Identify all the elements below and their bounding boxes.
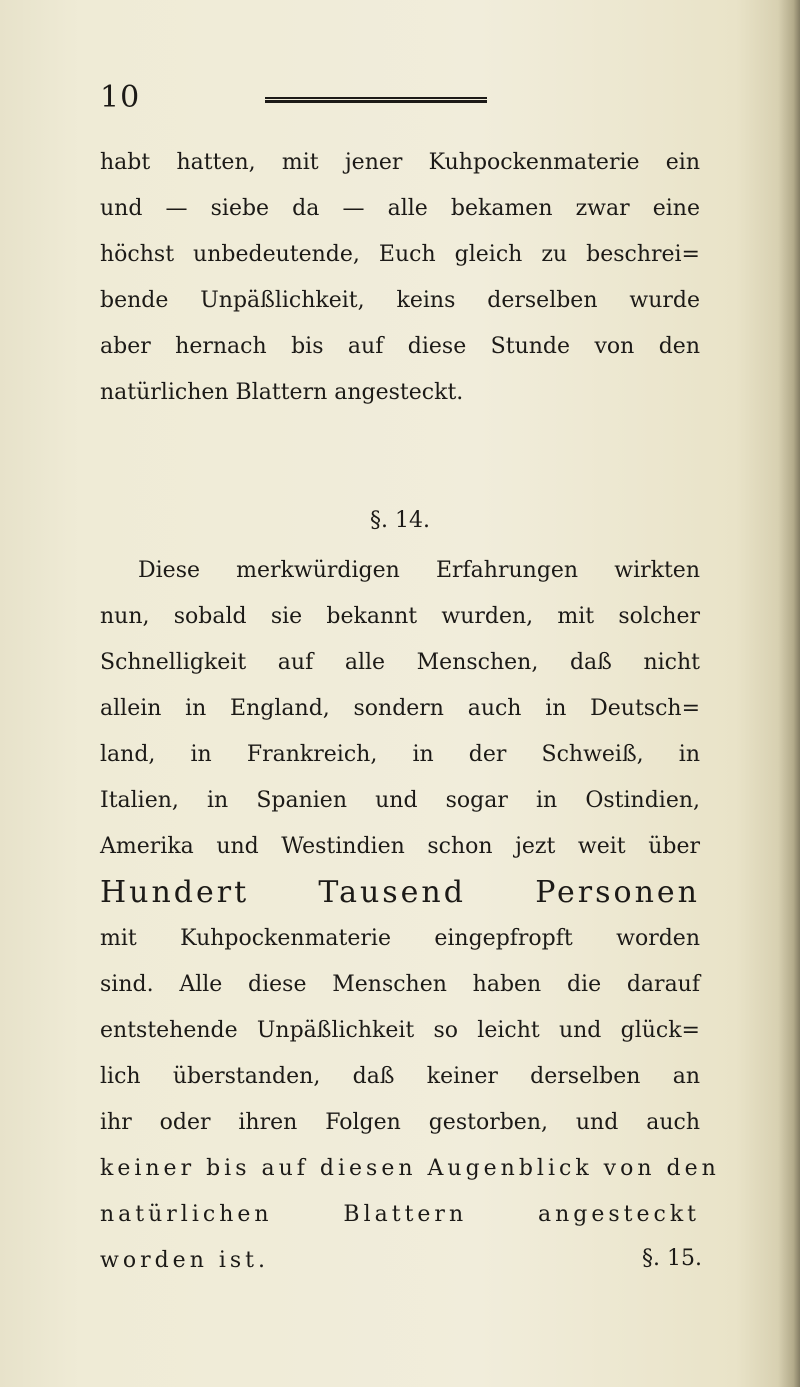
spaced-line: keiner bis auf diesen Augenblick von den bbox=[100, 1156, 720, 1181]
text-line: land, in Frankreich, in der Schweiß, in bbox=[100, 742, 700, 767]
page-edge-shadow bbox=[778, 0, 800, 1387]
text-line: und — siebe da — alle bekamen zwar eine bbox=[100, 196, 700, 221]
text-line: Amerika und Westindien schon jezt weit über bbox=[100, 834, 700, 859]
text-line: nun, sobald sie bekannt wurden, mit solcher bbox=[100, 604, 700, 629]
text-line: entstehende Unpäßlichkeit so leicht und glück= bbox=[100, 1018, 700, 1043]
text-line: lich überstanden, daß keiner derselben an bbox=[100, 1064, 700, 1089]
text-line: mit Kuhpockenmaterie eingepfropft worden bbox=[100, 926, 700, 951]
spaced-line: worden ist. bbox=[100, 1248, 270, 1273]
paragraph-first bbox=[100, 140, 700, 416]
text-line: Italien, in Spanien und sogar in Ostindien, bbox=[100, 788, 700, 813]
text-line: habt hatten, mit jener Kuhpockenmaterie ein bbox=[100, 150, 700, 175]
emphasized-line: Hundert Tausend Personen bbox=[100, 875, 700, 910]
section-heading-14: §. 14. bbox=[370, 508, 430, 533]
text-line: Diese merkwürdigen Erfahrungen wirkten bbox=[138, 558, 700, 583]
text-line: Schnelligkeit auf alle Menschen, daß nicht bbox=[100, 650, 700, 675]
header-rule bbox=[265, 97, 487, 103]
text-line: allein in England, sondern auch in Deutsch= bbox=[100, 696, 700, 721]
text-line: ihr oder ihren Folgen gestorben, und auch bbox=[100, 1110, 700, 1135]
text-line: bende Unpäßlichkeit, keins derselben wurde bbox=[100, 288, 700, 313]
paragraph-second bbox=[100, 548, 720, 1284]
text-line: höchst unbedeutende, Euch gleich zu beschrei= bbox=[100, 242, 700, 267]
text-line: sind. Alle diese Menschen haben die darauf bbox=[100, 972, 700, 997]
page-number: 10 bbox=[100, 80, 141, 115]
text-line: aber hernach bis auf diese Stunde von den bbox=[100, 334, 700, 359]
section-catchword-15: §. 15. bbox=[642, 1246, 702, 1271]
text-line: natürlichen Blattern angesteckt. bbox=[100, 380, 464, 405]
spaced-line: natürlichen Blattern angesteckt bbox=[100, 1202, 700, 1227]
